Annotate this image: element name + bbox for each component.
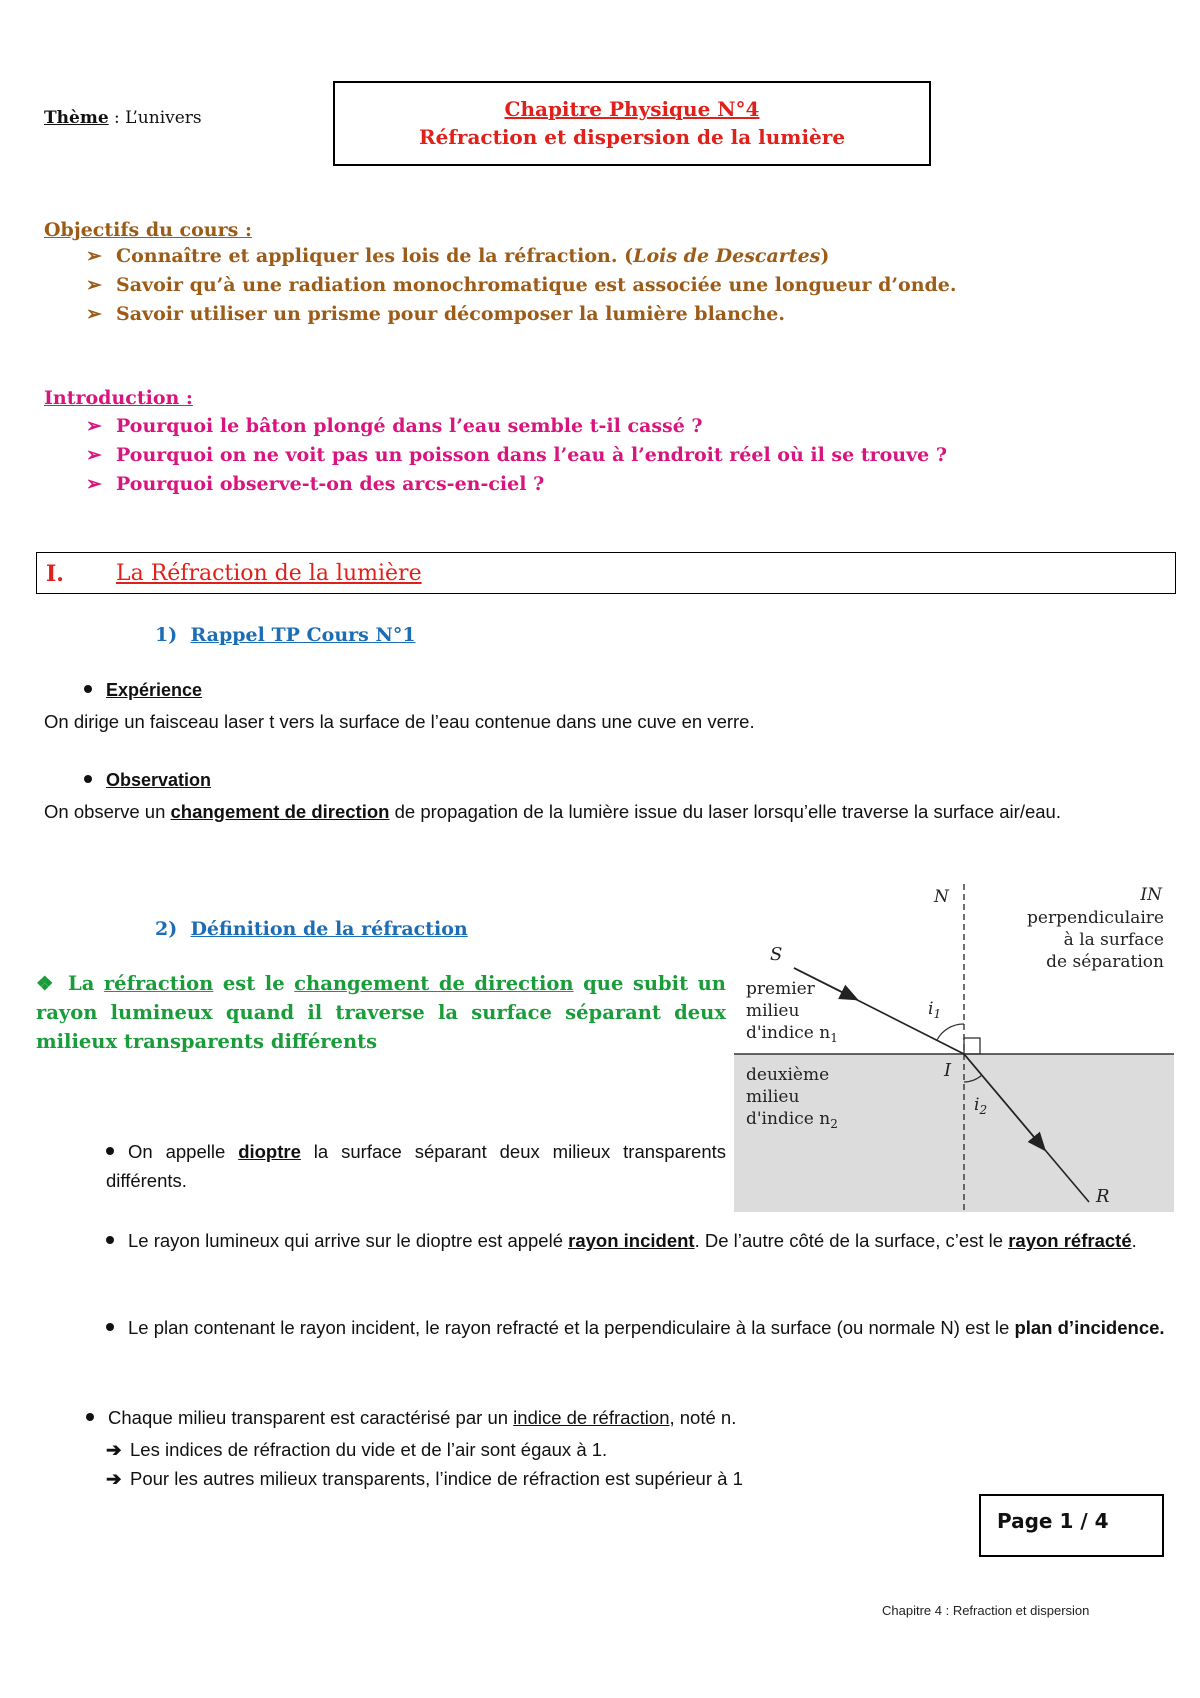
list-item [86, 412, 947, 441]
objectives-list [86, 242, 957, 329]
angle-i1-arc [937, 1024, 964, 1040]
dioptre-definition [106, 1137, 726, 1195]
text-run: On observe un [44, 801, 171, 822]
first-medium-text: milieu [746, 1001, 800, 1021]
text-run: que subit un rayon lumineux quand il traverse la surface séparant deux milieux transparents différents [36, 972, 726, 1053]
arrow-bullet-icon: ➢ [86, 245, 102, 267]
chapter-title: Réfraction et dispersion de la lumière [418, 125, 846, 149]
emphasis-term: réfraction [103, 972, 214, 995]
objective-text: Savoir utiliser un prisme pour décomposer la lumière blanche. [116, 303, 785, 325]
emphasis-term: plan d’incidence. [1014, 1317, 1165, 1338]
observation-heading [84, 770, 211, 791]
diamond-bullet-icon: ❖ [36, 972, 54, 995]
objective-text: Savoir qu’à une radiation monochromatique est associée une longueur d’onde. [116, 274, 957, 296]
right-arrow-icon: ➔ [106, 1468, 122, 1489]
text-run: est le [213, 972, 295, 995]
text-run: . [1131, 1230, 1137, 1251]
introduction-title: Introduction : [44, 387, 193, 409]
perpendicular-text: à la surface [1063, 930, 1164, 950]
text-run: Le rayon lumineux qui arrive sur le dioptre est appelé [128, 1230, 569, 1251]
source-label: S [770, 944, 783, 965]
theme-value: : L’univers [108, 108, 202, 128]
arrow-bullet-icon: ➢ [86, 415, 102, 437]
perpendicular-text: de séparation [1046, 952, 1164, 972]
experience-heading [84, 680, 202, 701]
emphasis-term: indice de réfraction [513, 1407, 670, 1428]
bullet-icon [84, 775, 92, 783]
text-run: La [68, 972, 104, 995]
objectives-title: Objectifs du cours : [44, 219, 252, 241]
emphasis-term: changement de direction [170, 801, 390, 822]
bullet-icon [106, 1236, 114, 1244]
incidence-point-label: I [944, 1060, 952, 1081]
angle-subscript: 2 [979, 1103, 988, 1117]
list-item [86, 441, 947, 470]
text-run: On appelle [128, 1141, 239, 1162]
arrow-bullet-icon: ➢ [86, 303, 102, 325]
section-number: I. [46, 561, 64, 587]
subsection-title: Rappel TP Cours N°1 [190, 624, 416, 646]
observation-label: Observation [106, 770, 212, 790]
question-text: Pourquoi le bâton plongé dans l’eau semble t-il cassé ? [116, 415, 703, 437]
text-run: . De l’autre côté de la surface, c’est le [694, 1230, 1009, 1251]
second-medium-text: milieu [746, 1087, 800, 1107]
objective-text: ) [820, 245, 830, 267]
plane-of-incidence-definition [106, 1313, 1166, 1342]
refraction-definition [36, 969, 726, 1056]
medium-index-text: d'indice n [746, 1023, 831, 1043]
first-medium-text [746, 1023, 838, 1045]
text-run: Les indices de réfraction du vide et de l’air sont égaux à 1. [130, 1439, 608, 1460]
right-angle-marker [964, 1038, 980, 1054]
refraction-diagram [734, 872, 1174, 1212]
theme-label: Thème [44, 108, 109, 128]
text-run: Le plan contenant le rayon incident, le rayon refracté et la perpendiculaire à la surface (ou normale N) est le [128, 1317, 1015, 1338]
chapter-title-box [333, 81, 931, 166]
text-run: de propagation de la lumière issue du laser lorsqu’elle traverse la surface air/eau. [389, 801, 1061, 822]
right-arrow-icon: ➔ [106, 1439, 122, 1460]
list-item [86, 271, 957, 300]
list-item [86, 242, 957, 271]
angle-subscript: 1 [933, 1007, 942, 1021]
angle-symbol: i [974, 1095, 980, 1115]
perpendicular-text: perpendiculaire [1027, 908, 1164, 928]
arrow-bullet-icon: ➢ [86, 444, 102, 466]
list-item [86, 470, 947, 499]
refractive-index-definition [86, 1403, 1146, 1432]
bullet-icon [84, 685, 92, 693]
second-medium-text [746, 1109, 838, 1131]
text-run: , noté n. [669, 1407, 737, 1428]
page-number-box: Page 1 / 4 [979, 1494, 1164, 1557]
objective-text: Connaître et appliquer les lois de la réfraction. ( [116, 245, 634, 267]
subsection-title: Définition de la réfraction [190, 918, 468, 940]
angle-symbol: i [928, 999, 934, 1019]
theme-line [44, 108, 202, 128]
page-footer: Chapitre 4 : Refraction et dispersion [882, 1603, 1090, 1618]
text-run: la surface séparant deux milieux transparents différents. [106, 1141, 726, 1191]
text-run: Chaque milieu transparent est caractérisé par un [108, 1407, 514, 1428]
experience-label: Expérience [106, 680, 203, 700]
second-medium-text: deuxième [746, 1065, 830, 1085]
angle-i1-label [928, 999, 941, 1021]
arrow-bullet-icon: ➢ [86, 274, 102, 296]
first-medium-text: premier [746, 979, 815, 999]
subsection-2-heading [155, 918, 468, 940]
arrow-bullet-icon: ➢ [86, 473, 102, 495]
medium-index-text: d'indice n [746, 1109, 831, 1129]
index-subscript: 2 [830, 1117, 838, 1131]
subsection-1-heading [155, 624, 416, 646]
emphasis-term: rayon réfracté [1008, 1230, 1132, 1251]
list-item [86, 300, 957, 329]
subsection-number: 1) [155, 624, 178, 646]
observation-text [44, 797, 1164, 826]
refracted-label: R [1096, 1186, 1110, 1207]
emphasis-term: dioptre [238, 1141, 301, 1162]
index-subscript: 1 [830, 1031, 838, 1045]
objective-emphasis: Lois de Descartes [633, 245, 821, 267]
text-run: Pour les autres milieux transparents, l’indice de réfraction est supérieur à 1 [130, 1468, 743, 1489]
chapter-number: Chapitre Physique N°4 [504, 97, 760, 121]
bullet-icon [106, 1147, 114, 1155]
bullet-icon [86, 1413, 94, 1421]
subsection-number: 2) [155, 918, 178, 940]
index-note-vacuum [106, 1435, 607, 1464]
question-text: Pourquoi observe-t-on des arcs-en-ciel ? [116, 473, 545, 495]
emphasis-term: rayon incident [568, 1230, 695, 1251]
in-label: IN [1140, 885, 1162, 905]
normal-label: N [934, 887, 949, 907]
question-text: Pourquoi on ne voit pas un poisson dans l’eau à l’endroit réel où il se trouve ? [116, 444, 947, 466]
experience-text: On dirige un faisceau laser t vers la surface de l’eau contenue dans une cuve en verre. [44, 711, 755, 732]
section-title: La Réfraction de la lumière [116, 561, 422, 586]
bullet-icon [106, 1323, 114, 1331]
index-note-other [106, 1464, 743, 1493]
emphasis-term: changement de direction [294, 972, 574, 995]
introduction-list [86, 412, 947, 499]
incident-ray-definition [106, 1226, 1166, 1255]
